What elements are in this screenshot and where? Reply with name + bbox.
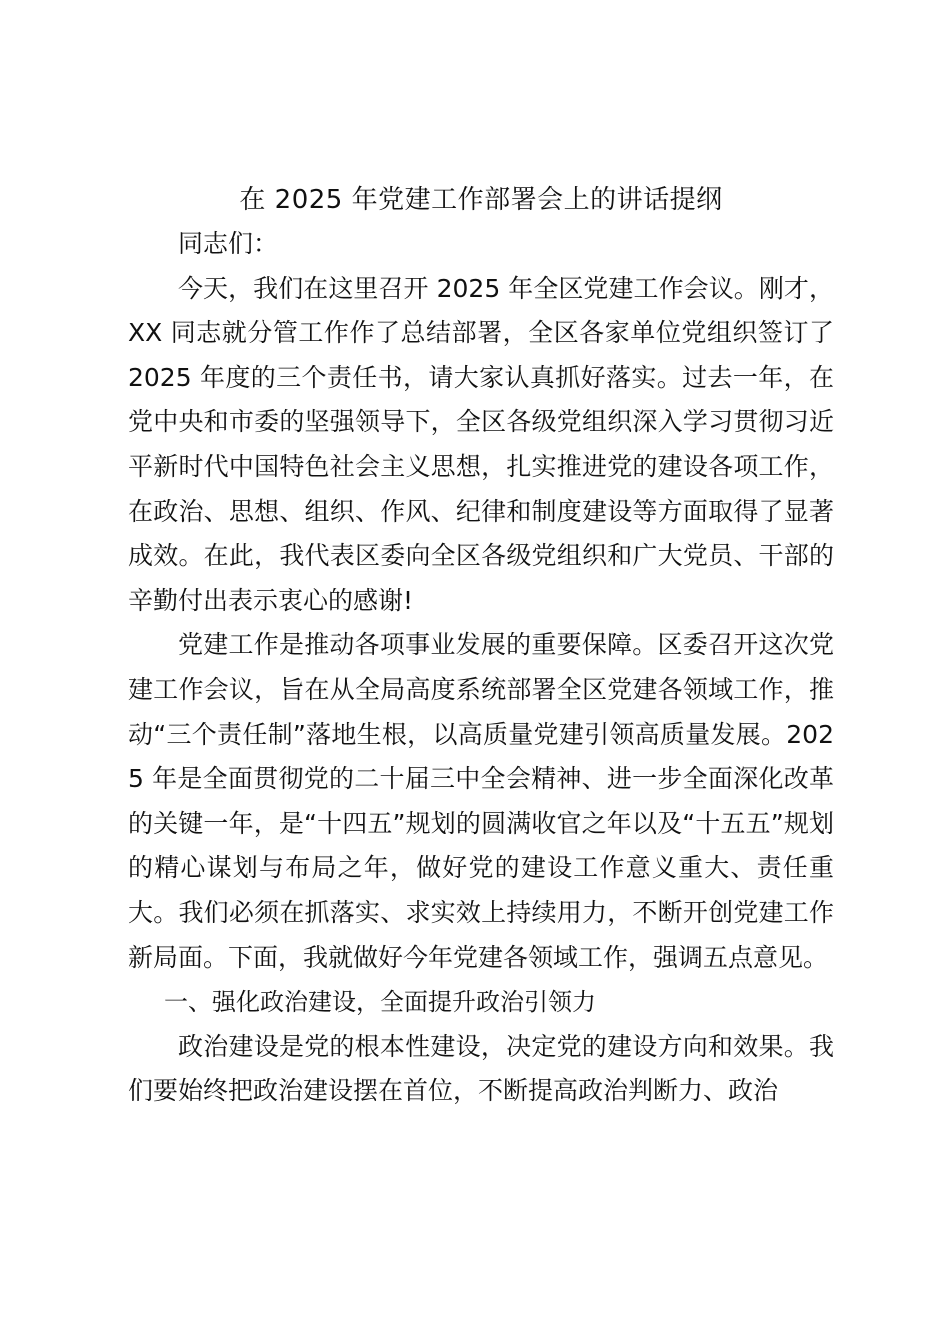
greeting: 同志们： — [178, 229, 279, 258]
document-title: 在 2025 年党建工作部署会上的讲话提纲 — [239, 185, 723, 215]
document-body — [128, 178, 834, 1114]
section-heading-1: 一、强化政治建设，全面提升政治引领力 — [164, 988, 596, 1017]
paragraph-importance: 党建工作是推动各项事业发展的重要保障。区委召开这次党建工作会议，旨在从全局高度系统部署全区党建各领域工作，推动“三个责任制”落地生根，以高质量党建引领高质量发展。2025 年是全面贯彻党的二十届三中全会精神、进一步全面深化改革的关键一年，是“十四五”规划的圆满收官之年以及“十五五”规划的精心谋划与布局之年，做好党的建设工作意义重大、责任重大。我们必须在抓落实、求实效上持续用力，不断开创党建工作新局面。下面，我就做好今年党建各领域工作，强调五点意见。 — [128, 630, 834, 972]
paragraph-opening: 今天，我们在这里召开 2025 年全区党建工作会议。刚才，XX 同志就分管工作作了总结部署，全区各家单位党组织签订了 2025 年度的三个责任书，请大家认真抓好落实。过去一年，在党中央和市委的坚强领导下，全区各级党组织深入学习贯彻习近平新时代中国特色社会主义思想，扎实推进党的建设各项工作，在政治、思想、组织、作风、纪律和制度建设等方面取得了显著成效。在此，我代表区委向全区各级党组织和广大党员、干部的辛勤付出表示衷心的感谢! — [128, 273, 834, 615]
section-paragraph-1: 政治建设是党的根本性建设，决定党的建设方向和效果。我们要始终把政治建设摆在首位，不断提高政治判断力、政治 — [128, 1031, 834, 1106]
